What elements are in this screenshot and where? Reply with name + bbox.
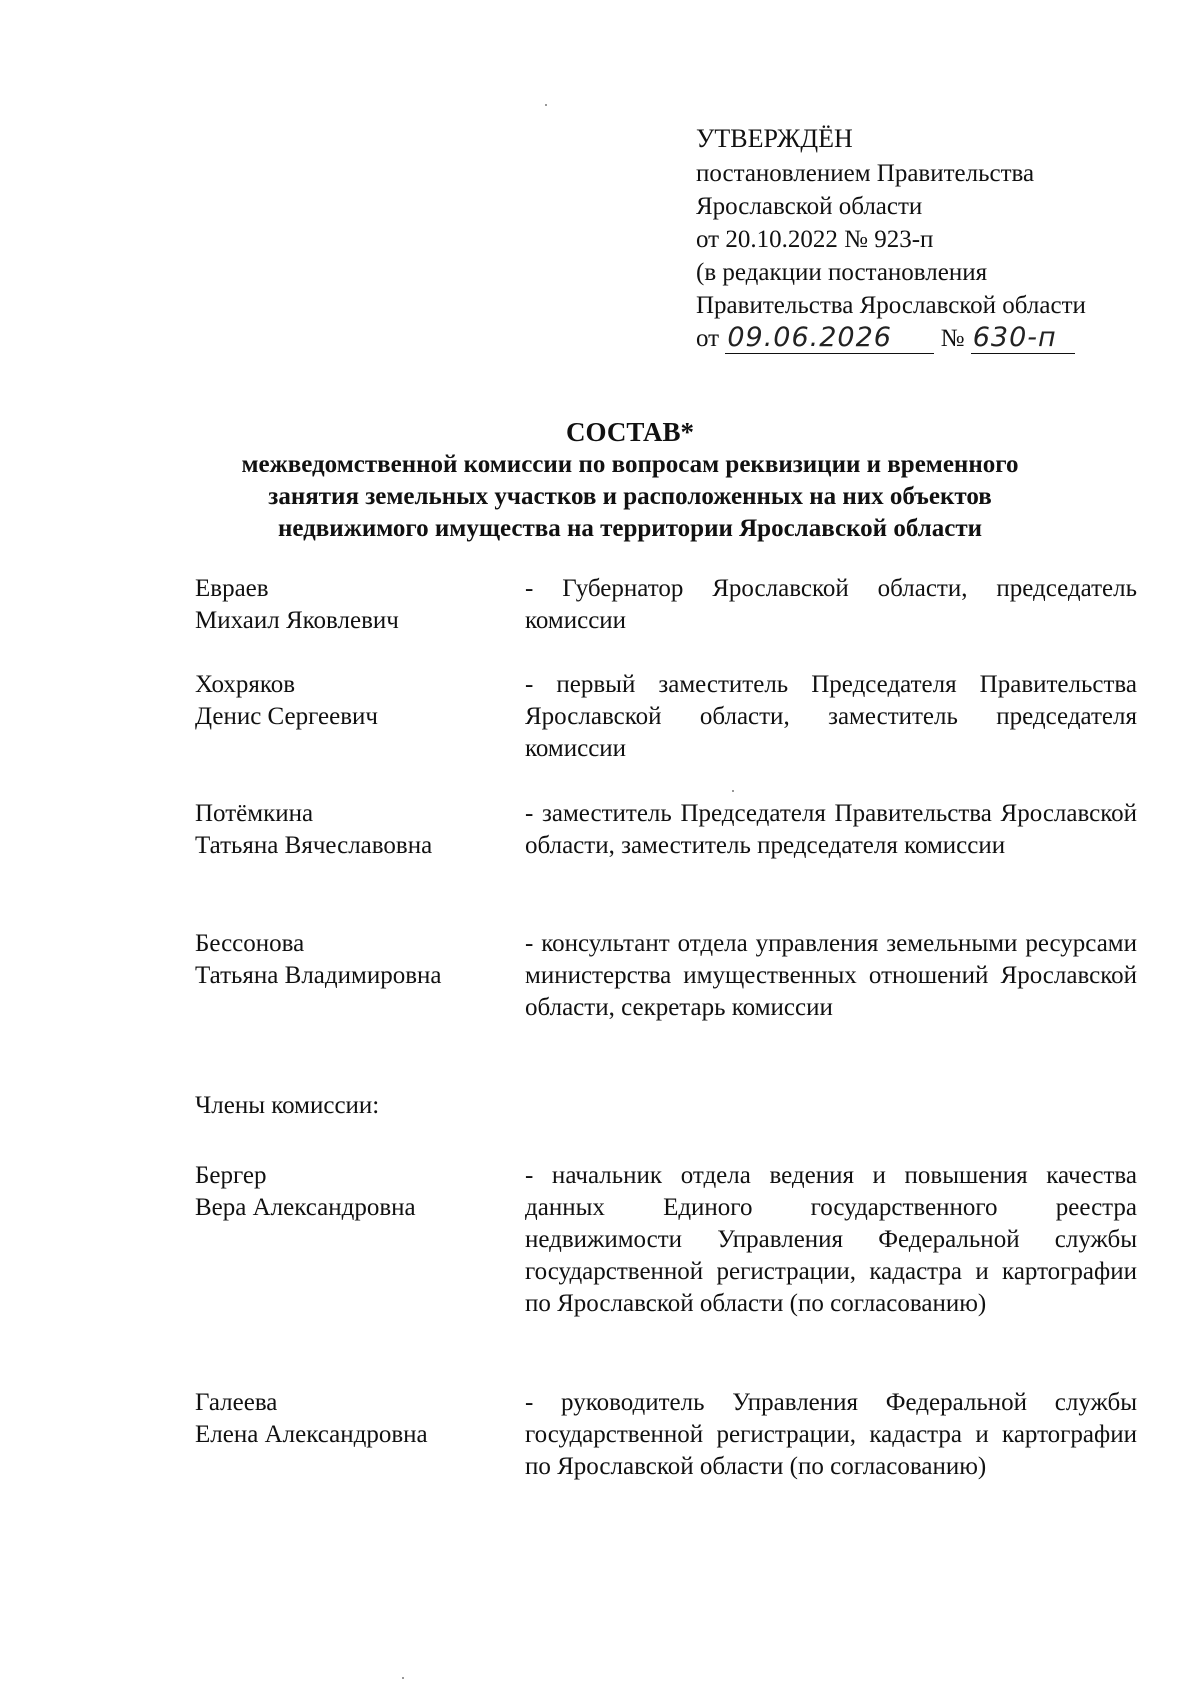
member-name — [195, 573, 495, 637]
members-section-label: Члены комиссии: — [195, 1092, 380, 1119]
scan-speck — [732, 790, 734, 792]
title-sub-2: занятия земельных участков и расположенных на них объектов — [268, 483, 992, 510]
member-name — [195, 798, 495, 862]
member-role: - руководитель Управления Федеральной службы государственной регистрации, кадастра и картографии по Ярославской области (по согласованию) — [525, 1389, 1137, 1480]
member-role: - Губернатор Ярославской области, председатель комиссии — [525, 575, 1137, 634]
approval-line-5: Правительства Ярославской области — [696, 292, 1086, 319]
approval-prefix-from: от — [696, 325, 720, 352]
handwritten-number: 630-п — [971, 323, 1075, 354]
member-role: - первый заместитель Председателя Правительства Ярославской области, заместитель председателя комиссии — [525, 671, 1137, 762]
title-sub-3: недвижимого имущества на территории Ярославской области — [277, 515, 983, 542]
member-role: - консультант отдела управления земельными ресурсами министерства имущественных отношений Ярославской области, секретарь комиссии — [525, 930, 1137, 1021]
member-surname: Потёмкина — [195, 800, 314, 827]
member-role: - заместитель Председателя Правительства Ярославской области, заместитель председателя комиссии — [525, 800, 1137, 859]
scan-speck — [545, 104, 547, 106]
approval-line-2: Ярославской области — [696, 193, 923, 220]
member-given-names: Татьяна Вячеславовна — [195, 832, 433, 859]
member-surname: Хохряков — [195, 671, 296, 698]
member-surname: Евраев — [195, 575, 269, 602]
title-sub-1: межведомственной комиссии по вопросам реквизиции и временного — [241, 451, 1019, 478]
member-surname: Бессонова — [195, 930, 305, 957]
member-given-names: Михаил Яковлевич — [195, 607, 399, 634]
approval-line-1: постановлением Правительства — [696, 160, 1035, 187]
member-given-names: Татьяна Владимировна — [195, 962, 442, 989]
member-surname: Галеева — [195, 1389, 278, 1416]
member-given-names: Елена Александровна — [195, 1421, 428, 1448]
approval-line-3: от 20.10.2022 № 923-п — [696, 226, 934, 253]
member-name — [195, 1387, 495, 1451]
document-title — [150, 415, 1110, 545]
member-name — [195, 928, 495, 992]
approval-line-handwritten — [696, 322, 1086, 355]
member-role: - начальник отдела ведения и повышения качества данных Единого государственного реестра недвижимости Управления Федеральной службы государственной регистрации, кадастра и картографии по Ярославской области (по согласованию) — [525, 1162, 1137, 1317]
member-given-names: Денис Сергеевич — [195, 703, 379, 730]
approval-prefix-number: № — [940, 325, 965, 352]
approval-heading: УТВЕРЖДЁН — [696, 124, 853, 153]
member-given-names: Вера Александровна — [195, 1194, 416, 1221]
handwritten-date: 09.06.2026 — [725, 323, 934, 354]
title-main: СОСТАВ* — [566, 417, 694, 447]
member-name — [195, 1160, 495, 1224]
approval-stamp-block — [696, 122, 1086, 355]
scan-speck — [402, 1677, 404, 1679]
approval-line-4: (в редакции постановления — [696, 259, 988, 286]
member-surname: Бергер — [195, 1162, 267, 1189]
member-name — [195, 669, 495, 733]
